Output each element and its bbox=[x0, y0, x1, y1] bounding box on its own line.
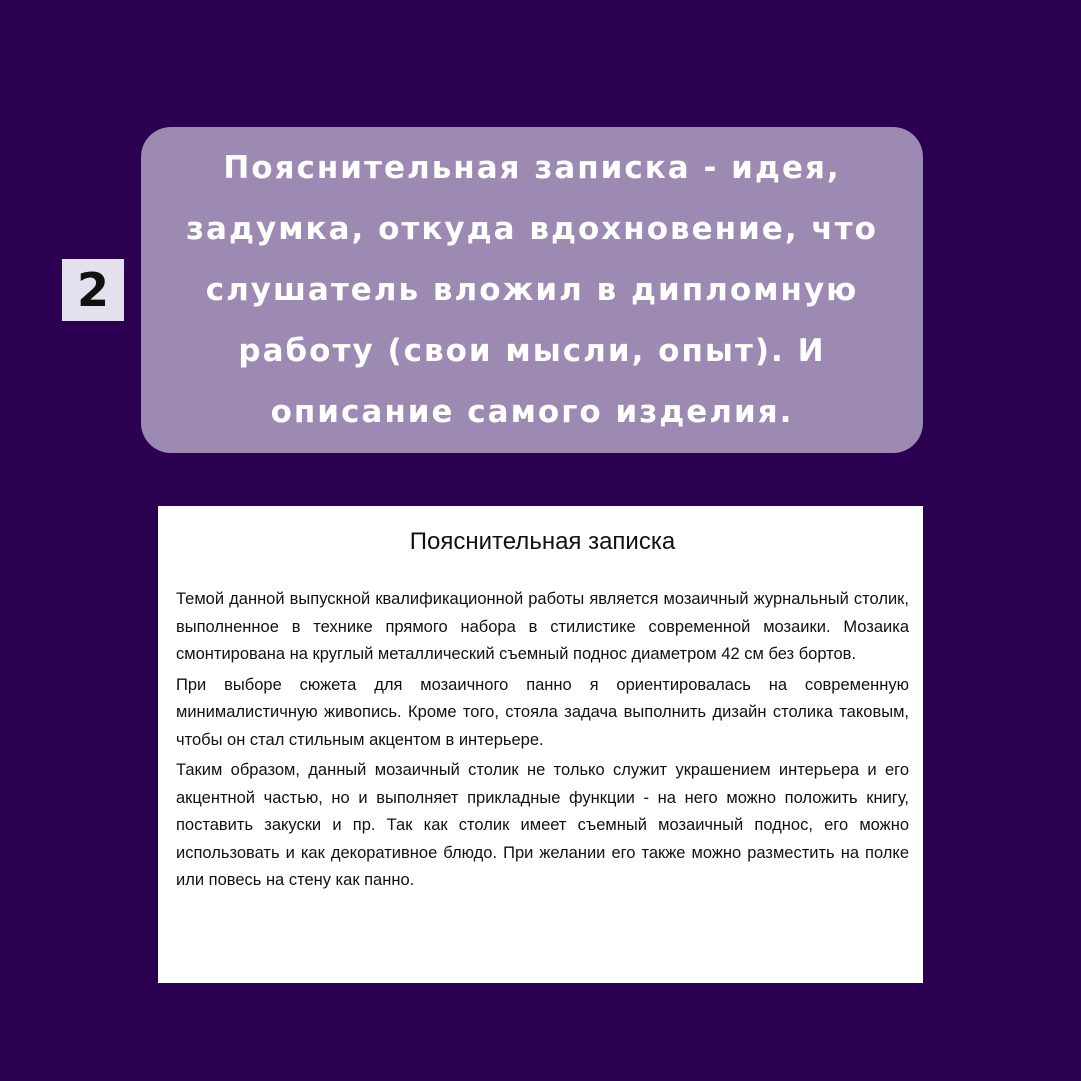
document-title: Пояснительная записка bbox=[409, 528, 676, 555]
document-paragraph-1: Темой данной выпускной квалификационной работы является мозаичный журнальный столик, выполненное в технике прямого набора в стилистике современной мозаики. Мозаика смонтирована на круглый металлический съемный поднос диаметром 42 см без бортов. bbox=[176, 590, 909, 663]
callout-text: Пояснительная записка - идея, задумка, откуда вдохновение, что слушатель вложил в дипломную работу (свои мысли, опыт). И описание самого изделия. bbox=[186, 149, 878, 430]
document-excerpt bbox=[158, 506, 923, 983]
step-number-badge: 2 bbox=[62, 259, 124, 321]
document-paragraph-3: Таким образом, данный мозаичный столик не только служит украшением интерьера и его акцентной частью, но и выполняет прикладные функции - на него можно положить книгу, поставить закуски и пр. Так как столик имеет съемный мозаичный поднос, его можно использовать и как декоративное блюдо. При желании его также можно разместить на полке или повесь на стену как панно. bbox=[176, 761, 909, 889]
document-paragraph-2: При выборе сюжета для мозаичного панно я ориентировалась на современную минималистичную живопись. Кроме того, стояла задача выполнить дизайн столика таковым, чтобы он стал стильным акцентом в интерьере. bbox=[176, 675, 909, 749]
callout-box bbox=[141, 127, 923, 453]
